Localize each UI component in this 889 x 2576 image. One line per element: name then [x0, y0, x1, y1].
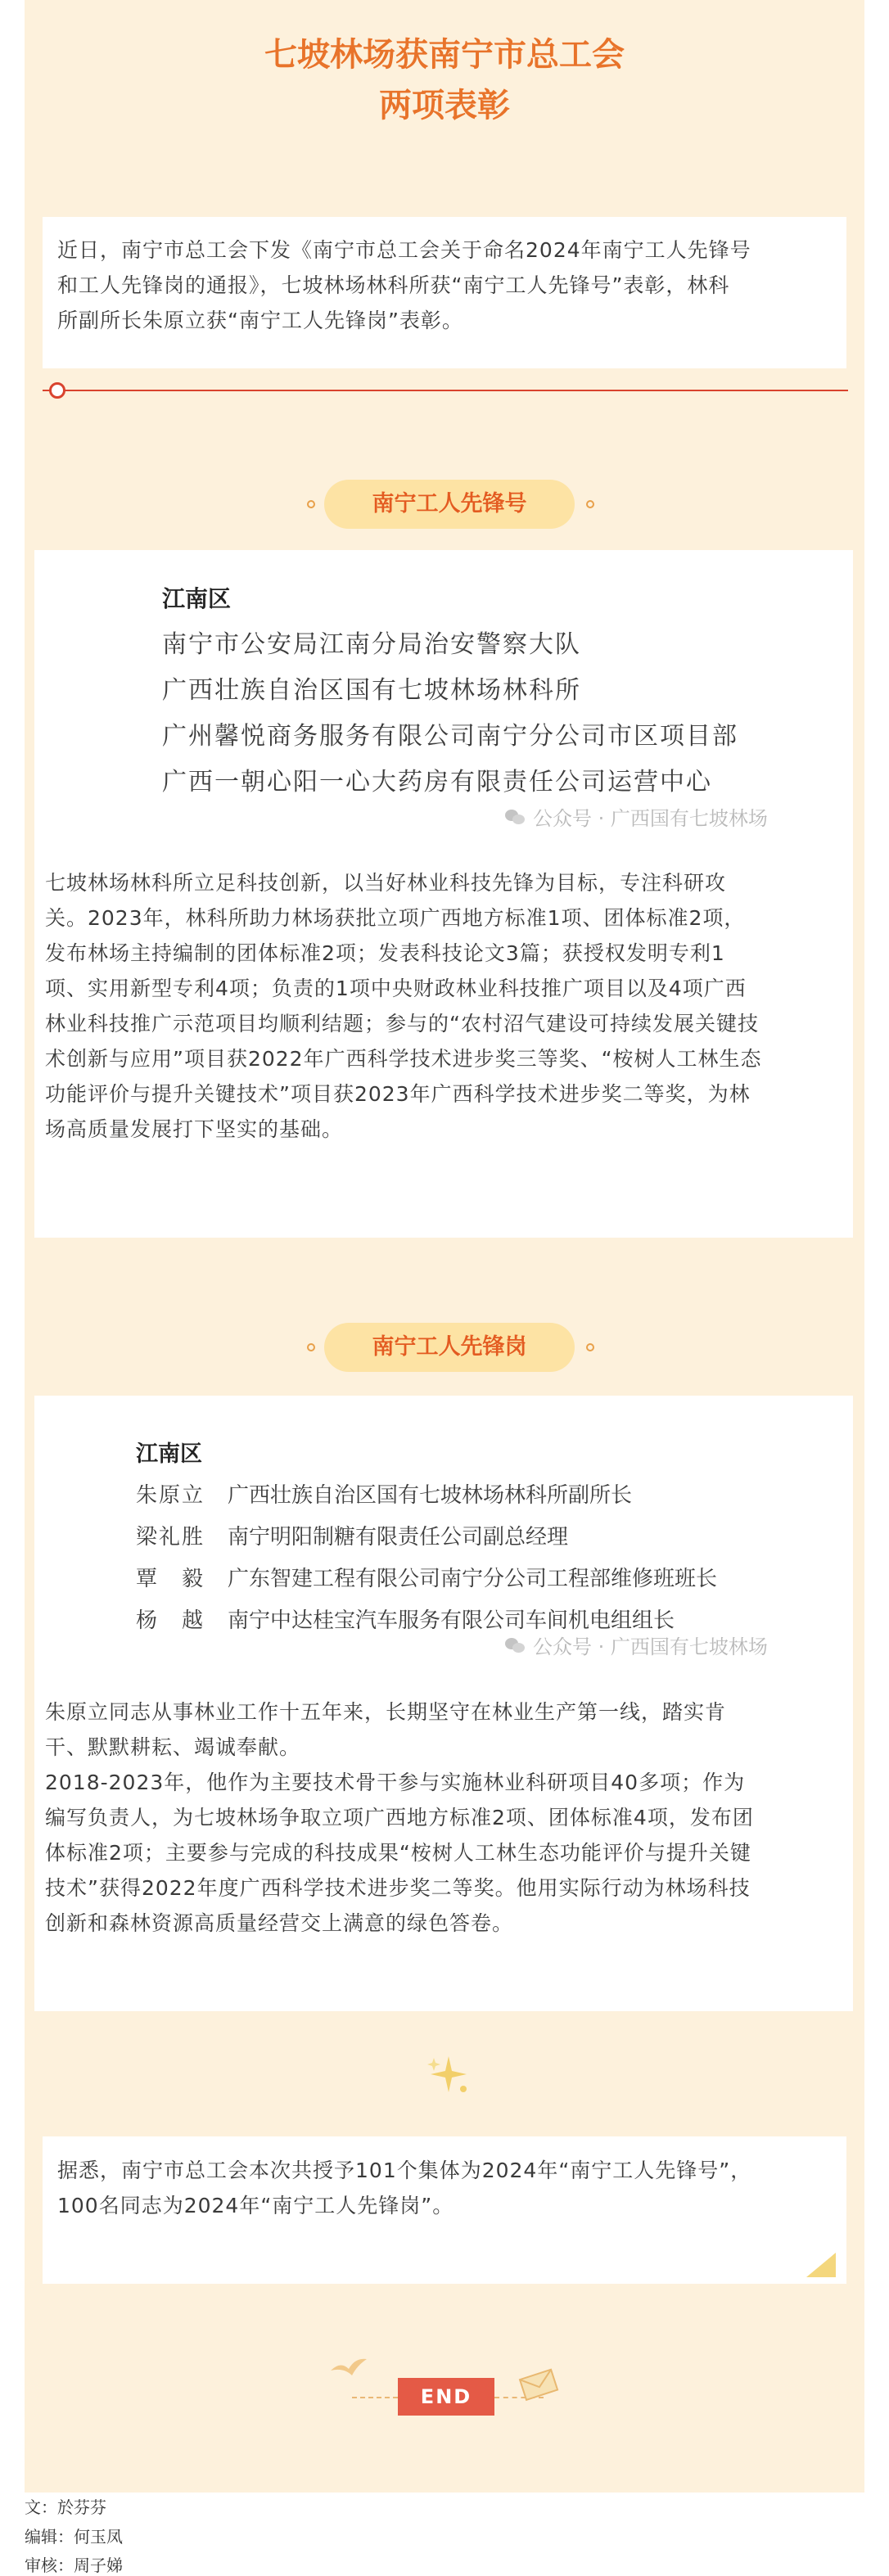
article-background — [25, 0, 864, 2493]
section-pill-pioneer-post: 南宁工人先锋岗 — [324, 1323, 575, 1372]
pill-right-dot-icon — [586, 1343, 594, 1351]
body-line: 关。2023年，林科所助力林场获批立项广西地方标准1项、团体标准2项， — [45, 906, 746, 930]
honoree-name: 杨 越 — [136, 1608, 205, 1633]
honoree-org: 广西壮族自治区国有七坡林场林科所副所长 — [228, 1483, 633, 1508]
closing-line: 100名同志为2024年“南宁工人先锋岗”。 — [57, 2194, 454, 2217]
intro-line: 近日，南宁市总工会下发《南宁市总工会关于命名2024年南宁工人先锋号 — [57, 238, 751, 262]
honoree-org: 广东智建工程有限公司南宁分公司工程部维修班班长 — [228, 1567, 718, 1591]
body-line: 创新和森林资源高质量经营交上满意的绿色答卷。 — [45, 1911, 514, 1935]
sparkle-icon — [424, 2053, 473, 2099]
intro-line: 所副所长朱原立获“南宁工人先锋岗”表彰。 — [57, 309, 463, 332]
section-pill-pioneer-team: 南宁工人先锋号 — [324, 480, 575, 529]
credit-editor: 编辑：何玉凤 — [25, 2527, 123, 2547]
bird-decor-icon — [329, 2354, 368, 2382]
body-line: 发布林场主持编制的团体标准2项；发表科技论文3篇；获授权发明专利1 — [45, 941, 725, 965]
body-line: 七坡林场林科所立足科技创新，以当好林业科技先锋为目标，专注科研攻 — [45, 871, 727, 895]
honoree-name: 梁礼胜 — [136, 1525, 205, 1550]
body-line: 体标准2项；主要参与完成的科技成果“桉树人工林生态功能评价与提升关键 — [45, 1841, 751, 1865]
closing-text — [57, 2153, 843, 2223]
end-badge: END — [398, 2378, 494, 2416]
body-line: 术创新与应用”项目获2022年广西科学技术进步奖三等奖、“桉树人工林生态 — [45, 1047, 762, 1071]
body-line: 场高质量发展打下坚实的基础。 — [45, 1117, 344, 1141]
honoree-org: 南宁中达桂宝汽车服务有限公司车间机电组组长 — [228, 1608, 675, 1633]
body-line: 2018-2023年，他作为主要技术骨干参与实施林业科研项目40多项；作为 — [45, 1771, 746, 1794]
wechat-icon — [505, 808, 526, 826]
intro-text — [57, 232, 843, 338]
closing-line: 据悉，南宁市总工会本次共授予101个集体为2024年“南宁工人先锋号”， — [57, 2159, 752, 2182]
section1-watermark — [505, 802, 768, 831]
honoree-org: 南宁明阳制糖有限责任公司副总经理 — [228, 1525, 569, 1550]
honor-list-item: 南宁市公安局江南分局治安警察大队 — [162, 630, 581, 659]
intro-line: 和工人先锋岗的通报》，七坡林场林科所获“南宁工人先锋号”表彰，林科 — [57, 273, 730, 297]
envelope-decor-icon — [514, 2366, 565, 2403]
body-line: 编写负责人，为七坡林场争取立项广西地方标准2项、团体标准4项，发布团 — [45, 1806, 754, 1829]
article-title-line1: 七坡林场获南宁市总工会 — [264, 36, 625, 74]
wechat-icon — [505, 1636, 526, 1654]
pill-left-dot-icon — [307, 500, 315, 508]
article-title-line2: 两项表彰 — [379, 87, 510, 124]
honoree-row — [136, 1478, 632, 1509]
credit-reviewer: 审核：周子娣 — [25, 2556, 123, 2575]
section2-body — [45, 1694, 843, 1941]
body-line: 林业科技推广示范项目均顺利结题；参与的“农村沼气建设可持续发展关键技 — [45, 1012, 759, 1035]
section1-district: 江南区 — [162, 585, 232, 612]
body-line: 干、默默耕耘、竭诚奉献。 — [45, 1735, 301, 1759]
section1-body — [45, 865, 843, 1147]
credit-writer: 文：於芬芬 — [25, 2497, 106, 2517]
body-line: 朱原立同志从事林业工作十五年来，长期坚守在林业生产第一线，踏实肯 — [45, 1700, 727, 1724]
body-line: 功能评价与提升关键技术”项目获2023年广西科学技术进步奖二等奖，为林 — [45, 1082, 751, 1106]
watermark-text: 公众号 · 广西国有七坡林场 — [533, 807, 768, 830]
divider-circle-icon — [49, 382, 65, 399]
honoree-row — [136, 1520, 568, 1550]
corner-triangle-icon — [806, 2253, 836, 2277]
divider-line — [43, 390, 848, 391]
pill-left-dot-icon — [307, 1343, 315, 1351]
body-line: 项、实用新型专利4项；负责的1项中央财政林业科技推广项目以及4项广西 — [45, 977, 747, 1000]
body-line: 技术”获得2022年度广西科学技术进步奖二等奖。他用实际行动为林场科技 — [45, 1876, 751, 1900]
pill-right-dot-icon — [586, 500, 594, 508]
honor-list-item: 广西一朝心阳一心大药房有限责任公司运营中心 — [162, 768, 712, 796]
section2-watermark — [505, 1631, 768, 1659]
honoree-row — [136, 1604, 675, 1634]
honoree-name: 朱原立 — [136, 1483, 205, 1508]
honor-list-item: 广西壮族自治区国有七坡林场林科所 — [162, 676, 581, 705]
honor-list-item: 广州馨悦商务服务有限公司南宁分公司市区项目部 — [162, 722, 738, 751]
watermark-text: 公众号 · 广西国有七坡林场 — [533, 1635, 768, 1658]
honoree-row — [136, 1562, 717, 1592]
honoree-name: 覃 毅 — [136, 1567, 205, 1591]
section2-district: 江南区 — [136, 1441, 202, 1467]
